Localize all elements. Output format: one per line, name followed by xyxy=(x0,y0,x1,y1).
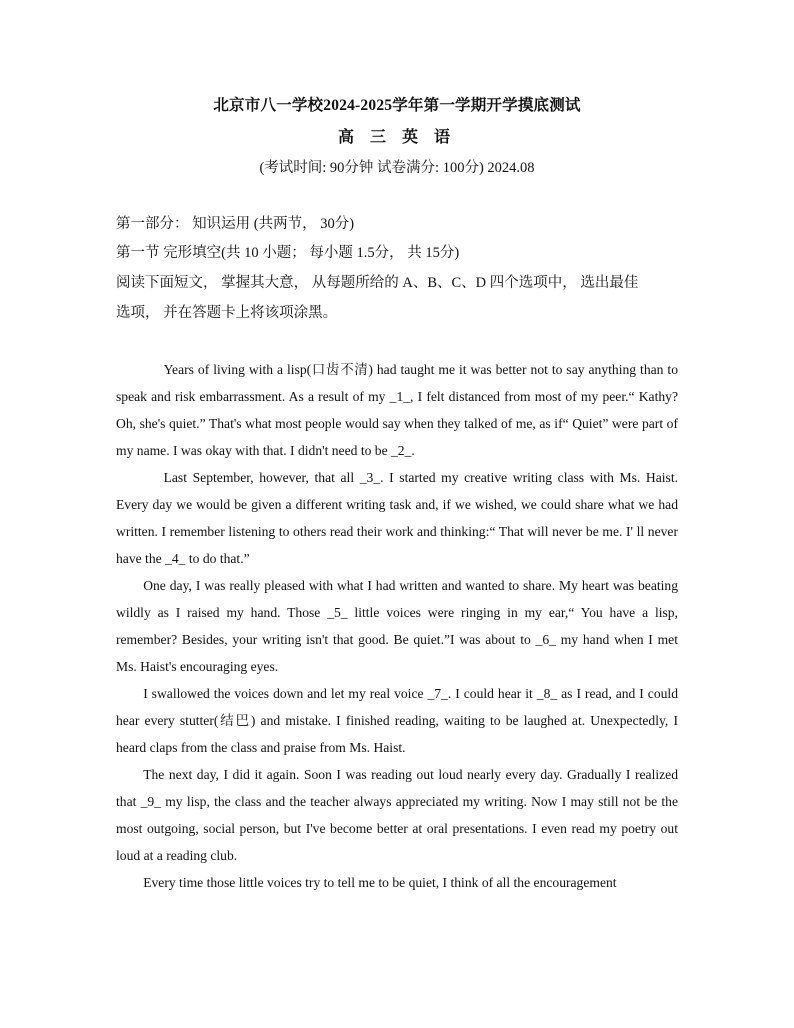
directions-line-2: 选项， 并在答题卡上将该项涂黑。 xyxy=(116,305,338,321)
cloze-passage xyxy=(116,356,678,896)
subject-title: 高 三 英 语 xyxy=(337,129,456,146)
part-heading: 第一部分： 知识运用 (共两节， 30分) xyxy=(116,216,355,232)
directions-line-1: 阅读下面短文， 掌握其大意， 从每题所给的 A、B、C、D 四个选项中， 选出最佳 xyxy=(116,275,639,291)
exam-title: 北京市八一学校2024-2025学年第一学期开学摸底测试 xyxy=(213,97,581,114)
passage-paragraph-4: I swallowed the voices down and let my real voice _7_. I could hear it _8_ as I read, and I could hear every stutter(结巴) and mistake. I finished reading, waiting to be laughed at. Unexpectedly, I heard claps from the class and praise from Ms. Haist. xyxy=(116,686,678,755)
section-heading: 第一节 完形填空(共 10 小题； 每小题 1.5分， 共 15分) xyxy=(116,245,460,261)
passage-paragraph-3: One day, I was really pleased with what I had written and wanted to share. My heart was beating wildly as I raised my hand. Those _5_ little voices were ringing in my ear,“ You have a lisp, remember? Besides, your writing isn't that good. Be quiet.”I was about to _6_ my hand when I met Ms. Haist's encouraging eyes. xyxy=(116,578,678,674)
passage-paragraph-6: Every time those little voices try to tell me to be quiet, I think of all the encouragement xyxy=(143,875,617,890)
passage-paragraph-2: Last September, however, that all _3_. I started my creative writing class with Ms. Haist. Every day we would be given a different writing task and, if we wished, we could share what we had written. I remember listening to others read their work and thinking:“ That will never be me. I' ll never have the _4_ to do that.” xyxy=(116,470,678,566)
passage-paragraph-1: Years of living with a lisp(口齿不清) had taught me it was better not to say anything than to speak and risk embarrassment. As a result of my _1_, I felt distanced from most of my peer.“ Kathy? Oh, she's quiet.” That's what most people would say when they talked of me, as if“ Quiet” were part of my name. I was okay with that. I didn't need to be _2_. xyxy=(116,362,678,458)
exam-info: (考试时间: 90分钟 试卷满分: 100分) 2024.08 xyxy=(259,160,535,176)
passage-paragraph-5: The next day, I did it again. Soon I was reading out loud nearly every day. Gradually I realized that _9_ my lisp, the class and the teacher always appreciated my writing. Now I may still not be the most outgoing, social person, but I've become better at oral presentations. I even read my poetry out loud at a reading club. xyxy=(116,767,678,863)
